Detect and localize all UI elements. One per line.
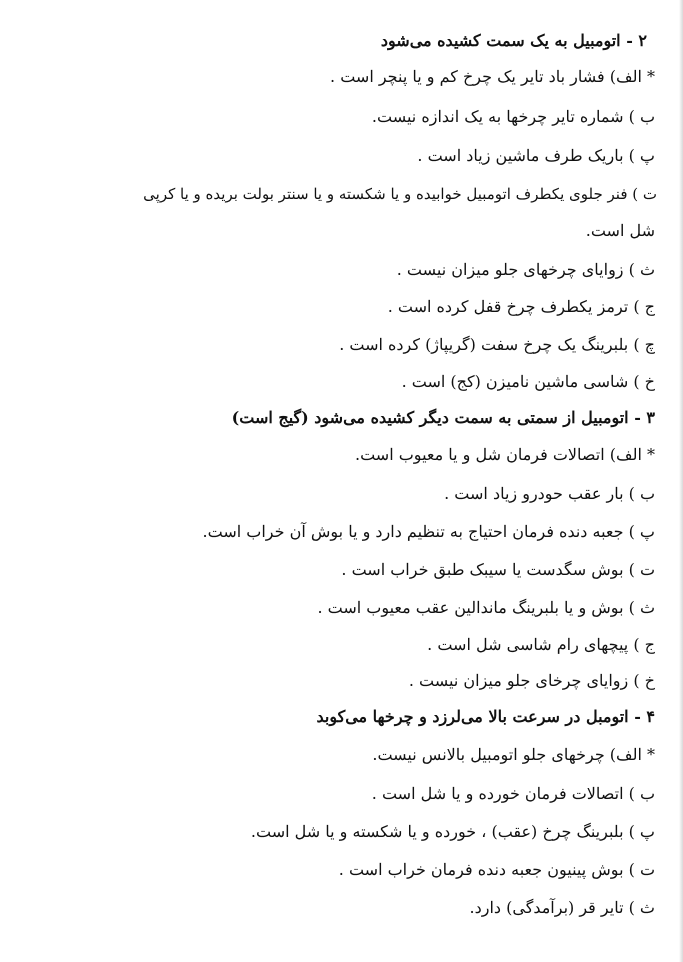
section-3-item-alef: * الف) اتصالات فرمان شل و یا معیوب است. xyxy=(355,445,655,464)
section-4-heading: ۴ - اتومبل در سرعت بالا می‌لرزد و چرخها می‌کوبد xyxy=(316,707,655,726)
section-2-item-te: ت ) فنر جلوی یکطرف اتومبیل خوابیده و یا شکسته و یا سنتر بولت بریده و یا کرپی xyxy=(143,185,657,203)
section-4-item-se: ث ) تایر قر (برآمدگی) دارد. xyxy=(469,898,655,917)
section-3-item-khe: خ ) زوایای چرخای جلو میزان نیست . xyxy=(408,671,655,690)
section-3-item-te: ت ) بوش سگدست یا سیبک طبق خراب است . xyxy=(341,560,655,579)
section-3-item-be: ب ) بار عقب حودرو زیاد است . xyxy=(444,484,655,503)
page-edge-shadow xyxy=(679,0,683,962)
section-2-item-che: چ ) بلبرینگ یک چرخ سفت (گریپاژ) کرده است . xyxy=(339,335,655,354)
section-2-item-khe: خ ) شاسی ماشین نامیزن (کج) است . xyxy=(401,372,655,391)
section-4-item-be: ب ) اتصالات فرمان خورده و یا شل است . xyxy=(371,784,655,803)
section-3-item-pe: پ ) جعبه دنده فرمان احتیاج به تنظیم دارد و یا بوش آن خراب است. xyxy=(202,522,655,541)
section-2-item-se: ث ) زوایای چرخهای جلو میزان نیست . xyxy=(396,260,655,279)
section-3-item-se: ث ) بوش و یا بلبرینگ ماندالین عقب معیوب است . xyxy=(317,598,655,617)
section-2-heading: ۲ - اتومبیل به یک سمت کشیده می‌شود xyxy=(380,31,647,50)
section-4-item-te: ت ) بوش پینیون جعبه دنده فرمان خراب است . xyxy=(338,860,655,879)
section-2-item-alef: * الف) فشار باد تایر یک چرخ کم و یا پنچر است . xyxy=(330,67,655,86)
section-3-item-jim: ج ) پیچهای رام شاسی شل است . xyxy=(427,635,655,654)
section-4-item-alef: * الف) چرخهای جلو اتومبیل بالانس نیست. xyxy=(372,745,655,764)
section-3-heading: ۳ - اتومبیل از سمتی به سمت دیگر کشیده می‌شود (گیج است) xyxy=(231,408,655,427)
section-2-item-pe: پ ) باریک طرف ماشین زیاد است . xyxy=(417,146,655,165)
section-2-item-be: ب ) شماره تایر چرخها به یک اندازه نیست. xyxy=(371,107,655,126)
section-2-item-te-continued: شل است. xyxy=(585,221,655,240)
section-2-item-jim: ج ) ترمز یکطرف چرخ قفل کرده است . xyxy=(387,297,655,316)
section-4-item-pe: پ ) بلبرینگ چرخ (عقب) ، خورده و یا شکسته و یا شل است. xyxy=(250,822,655,841)
